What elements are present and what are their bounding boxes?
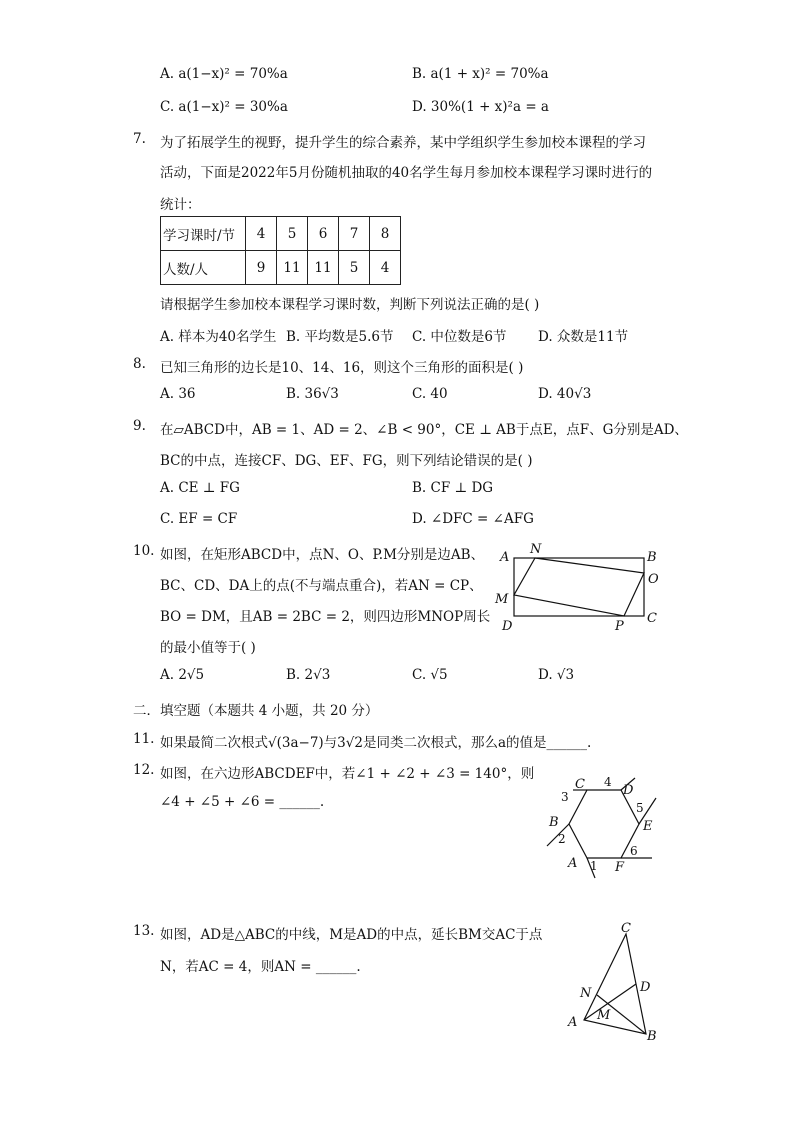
table-cell: 5 [339, 251, 370, 285]
q13-line1: 如图，AD是△ABC的中线，M是AD的中点，延长BM交AC于点 [160, 927, 543, 943]
q9-number: 9. [133, 418, 146, 434]
q9-option-b: B. CF ⊥ DG [412, 480, 494, 496]
q12-number: 12. [133, 762, 155, 778]
table-header-cell: 学习课时/节 [161, 217, 246, 251]
angle-label-3: 3 [561, 790, 569, 804]
q12-hexagon-figure [535, 770, 675, 882]
q12-line1: 如图，在六边形ABCDEF中，若∠1 + ∠2 + ∠3 = 140°，则 [160, 766, 535, 782]
q7-stats-table [160, 216, 401, 285]
q10-option-d: D. √3 [538, 667, 575, 683]
label-a: A [500, 550, 510, 565]
angle-label-4: 4 [604, 775, 612, 789]
label-a: A [568, 1015, 578, 1030]
label-d: D [623, 783, 634, 798]
q12-line2: ∠4 + ∠5 + ∠6 = ______. [160, 794, 325, 810]
label-m: M [495, 592, 509, 607]
angle-label-5: 5 [636, 801, 644, 815]
q10-number: 10. [133, 543, 155, 559]
q7-option-a: A. 样本为40名学生 [160, 329, 277, 345]
q7-option-d: D. 众数是11节 [538, 329, 629, 345]
label-d: D [502, 619, 513, 634]
hexagon-abcdef [569, 790, 639, 858]
quadrilateral-mnop [514, 558, 644, 616]
angle-label-1: 1 [590, 859, 598, 873]
q9-option-d: D. ∠DFC = ∠AFG [412, 511, 534, 527]
q8-text: 已知三角形的边长是10、14、16，则这个三角形的面积是( ) [160, 360, 524, 376]
label-c: C [621, 921, 631, 936]
label-o: O [648, 572, 659, 587]
table-cell: 11 [277, 251, 308, 285]
q10-line2: BC、CD、DA上的点(不与端点重合)，若AN = CP、 [160, 578, 483, 594]
angle-label-2: 2 [558, 832, 566, 846]
q10-rectangle-figure [490, 540, 670, 635]
q9-option-a: A. CE ⊥ FG [160, 480, 240, 496]
label-n: N [530, 542, 542, 557]
q9-line2: BC的中点，连接CF、DG、EF、FG，则下列结论错误的是( ) [160, 453, 533, 469]
table-cell: 7 [339, 217, 370, 251]
q13-line2: N，若AC = 4，则AN = ______. [160, 959, 361, 975]
q7-number: 7. [133, 131, 146, 147]
q9-option-c: C. EF = CF [160, 511, 238, 527]
q6-option-b: B. a(1 + x)² = 70%a [412, 66, 549, 82]
q7-option-b: B. 平均数是5.6节 [286, 329, 394, 345]
table-header-cell: 人数/人 [161, 251, 246, 285]
q7-question: 请根据学生参加校本课程学习课时数，判断下列说法正确的是( ) [160, 297, 540, 313]
q7-option-c: C. 中位数是6节 [412, 329, 507, 345]
q6-option-a: A. a(1−x)² = 70%a [160, 66, 288, 82]
label-d: D [640, 980, 651, 995]
q10-line3: BO = DM，且AB = 2BC = 2，则四边形MNOP周长 [160, 609, 491, 625]
table-cell: 4 [246, 217, 277, 251]
q10-option-b: B. 2√3 [286, 667, 331, 683]
label-c: C [575, 777, 585, 792]
section2-title: 二．填空题（本题共 4 小题，共 20 分） [133, 703, 379, 719]
label-c: C [647, 611, 657, 626]
label-n: N [580, 986, 592, 1001]
q9-line1: 在▱ABCD中，AB = 1、AD = 2、∠B < 90°，CE ⊥ AB于点E，点F、G分别是AD、 [160, 422, 688, 438]
table-row [161, 217, 401, 251]
q13-triangle-figure [560, 918, 670, 1048]
q8-option-d: D. 40√3 [538, 386, 592, 402]
q7-line1: 为了拓展学生的视野，提升学生的综合素养，某中学组织学生参加校本课程的学习 [160, 135, 646, 151]
q6-option-d: D. 30%(1 + x)²a = a [412, 99, 549, 115]
label-p: P [615, 619, 624, 634]
q8-option-b: B. 36√3 [286, 386, 339, 402]
label-b: B [647, 550, 657, 565]
label-f: F [615, 860, 625, 875]
label-b: B [549, 815, 559, 830]
q8-number: 8. [133, 356, 146, 372]
table-cell: 8 [370, 217, 401, 251]
q10-option-a: A. 2√5 [160, 667, 205, 683]
q11-text: 如果最简二次根式√(3a−7)与3√2是同类二次根式，那么a的值是______. [160, 735, 592, 751]
q6-option-c: C. a(1−x)² = 30%a [160, 99, 288, 115]
table-cell: 5 [277, 217, 308, 251]
q13-number: 13. [133, 923, 155, 939]
q7-line3: 统计： [160, 197, 201, 213]
label-b: B [647, 1029, 657, 1044]
table-cell: 11 [308, 251, 339, 285]
q8-option-c: C. 40 [412, 386, 448, 402]
label-a: A [568, 856, 578, 871]
q10-option-c: C. √5 [412, 667, 448, 683]
table-cell: 4 [370, 251, 401, 285]
triangle-abc [584, 934, 646, 1034]
q8-option-a: A. 36 [160, 386, 196, 402]
table-row [161, 251, 401, 285]
table-cell: 9 [246, 251, 277, 285]
q10-line4: 的最小值等于( ) [160, 640, 256, 656]
table-cell: 6 [308, 217, 339, 251]
q11-number: 11. [133, 731, 155, 747]
label-m: M [597, 1008, 611, 1023]
q10-line1: 如图，在矩形ABCD中，点N、O、P.M分别是边AB、 [160, 547, 485, 563]
angle-label-6: 6 [630, 844, 638, 858]
label-e: E [643, 819, 653, 834]
q7-line2: 活动，下面是2022年5月份随机抽取的40名学生每月参加校本课程学习课时进行的 [160, 165, 653, 181]
